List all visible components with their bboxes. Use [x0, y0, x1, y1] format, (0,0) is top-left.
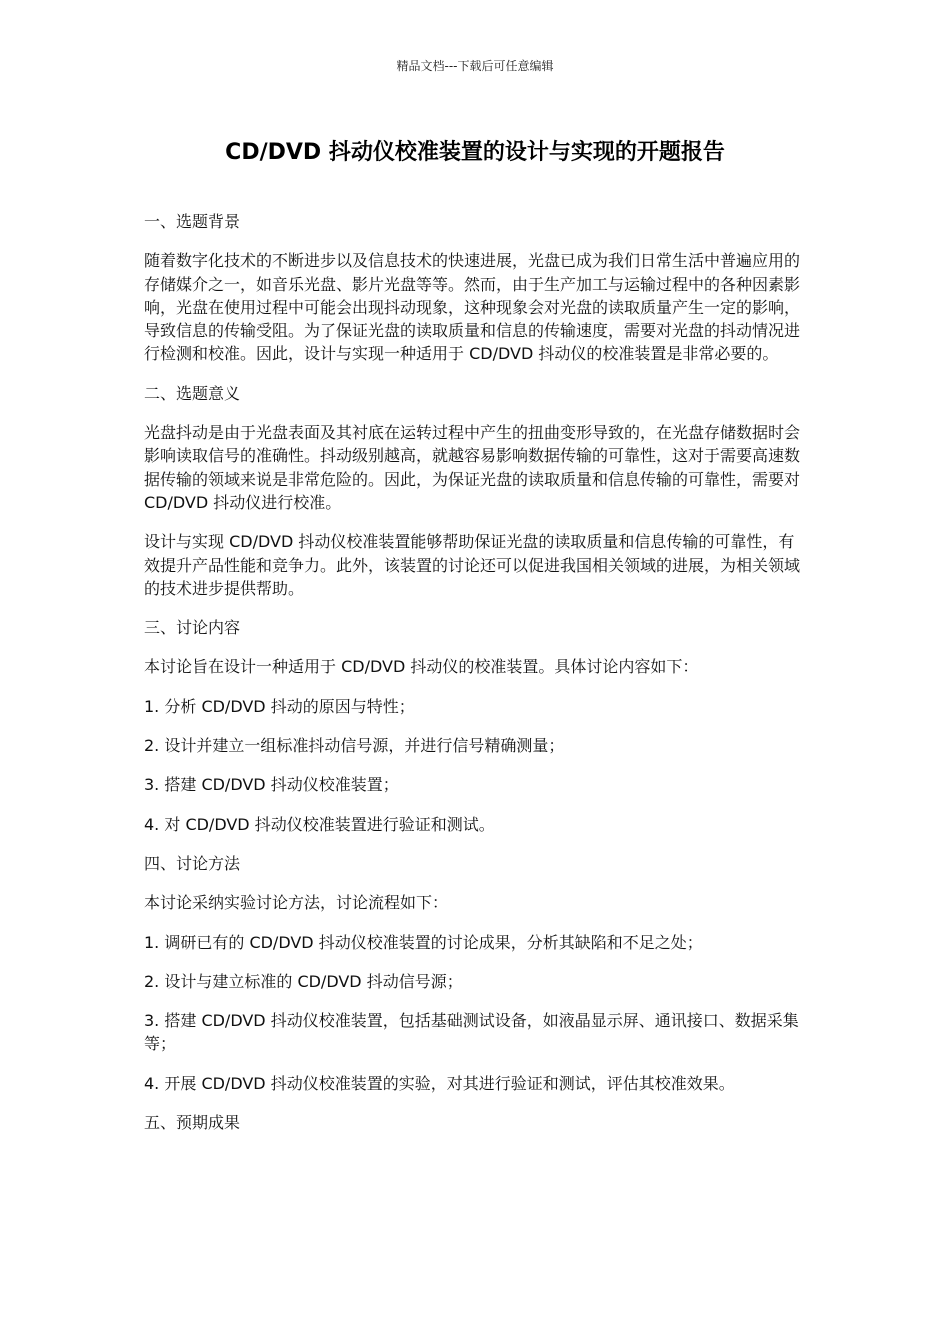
list-item-method-1: 1. 调研已有的 CD/DVD 抖动仪校准装置的讨论成果，分析其缺陷和不足之处； [144, 932, 703, 952]
list-item-content-4: 4. 对 CD/DVD 抖动仪校准装置进行验证和测试。 [144, 814, 495, 834]
list-item-method-4: 4. 开展 CD/DVD 抖动仪校准装置的实验，对其进行验证和测试，评估其校准效果。 [144, 1073, 735, 1093]
list-item-content-2: 2. 设计并建立一组标准抖动信号源，并进行信号精确测量； [144, 736, 565, 756]
paragraph-method-intro: 本讨论采纳实验讨论方法，讨论流程如下： [144, 893, 449, 913]
paragraph-significance-2: 设计与实现 CD/DVD 抖动仪校准装置能够帮助保证光盘的读取质量和信息传输的可靠性，有效提升产品性能和竞争力。此外，该装置的讨论还可以促进我国相关领域的进展，为相关领域的技术进步提供帮助。 [144, 532, 801, 598]
page-header: 精品文档---下载后可任意编辑 [396, 59, 554, 73]
paragraph-content-intro: 本讨论旨在设计一种适用于 CD/DVD 抖动仪的校准装置。具体讨论内容如下： [144, 657, 699, 677]
document-title: CD/DVD 抖动仪校准装置的设计与实现的开题报告 [225, 140, 725, 165]
list-item-content-3: 3. 搭建 CD/DVD 抖动仪校准装置； [144, 775, 399, 795]
section-heading-method: 四、讨论方法 [144, 853, 241, 873]
paragraph-significance-1: 光盘抖动是由于光盘表面及其衬底在运转过程中产生的扭曲变形导致的，在光盘存储数据时会影响读取信号的准确性。抖动级别越高，就越容易影响数据传输的可靠性，这对于需要高速数据传输的领域来说是非常危险的。因此，为保证光盘的读取质量和信息传输的可靠性，需要对 CD/DVD 抖动仪进行校准。 [144, 423, 801, 512]
paragraph-background: 随着数字化技术的不断进步以及信息技术的快速进展，光盘已成为我们日常生活中普遍应用的存储媒介之一，如音乐光盘、影片光盘等等。然而，由于生产加工与运输过程中的各种因素影响，光盘在使用过程中可能会出现抖动现象，这种现象会对光盘的读取质量产生一定的影响，导致信息的传输受阻。为了保证光盘的读取质量和信息的传输速度，需要对光盘的抖动情况进行检测和校准。因此，设计与实现一种适用于 CD/DVD 抖动仪的校准装置是非常必要的。 [144, 251, 801, 364]
section-heading-content: 三、讨论内容 [144, 618, 241, 638]
list-item-content-1: 1. 分析 CD/DVD 抖动的原因与特性； [144, 696, 415, 716]
section-heading-background: 一、选题背景 [144, 212, 241, 231]
list-item-method-3: 3. 搭建 CD/DVD 抖动仪校准装置，包括基础测试设备，如液晶显示屏、通讯接口、数据采集等； [144, 1011, 799, 1054]
list-item-method-2: 2. 设计与建立标准的 CD/DVD 抖动信号源； [144, 971, 463, 991]
section-heading-expected-results: 五、预期成果 [144, 1113, 241, 1133]
document-body [144, 210, 808, 1150]
section-heading-significance: 二、选题意义 [144, 383, 241, 403]
